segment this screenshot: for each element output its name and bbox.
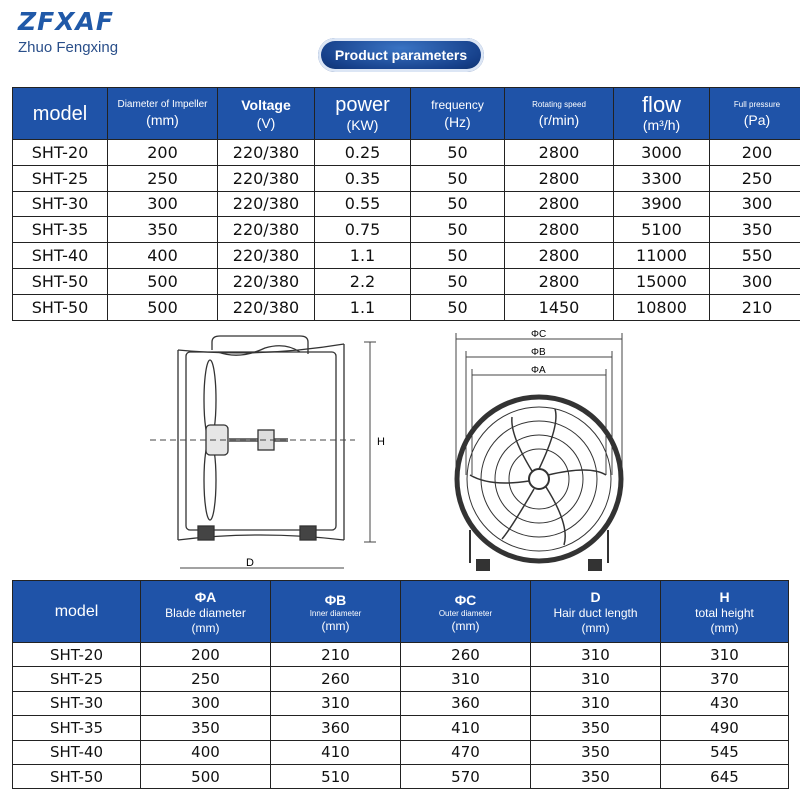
dimension-label-h: H	[377, 436, 385, 448]
table-cell: 200	[710, 140, 800, 166]
table-cell: 220/380	[218, 294, 315, 320]
header-voltage: Voltage (V)	[218, 88, 315, 140]
table-cell: 545	[661, 740, 789, 764]
fan-front-view-diagram	[440, 325, 640, 575]
table-cell: 1.1	[315, 294, 411, 320]
table-cell: 300	[141, 691, 271, 715]
table-cell: 0.35	[315, 165, 411, 191]
table-row	[13, 740, 789, 764]
table-cell: 645	[661, 764, 789, 788]
logo-mark: ZFXAF	[18, 7, 114, 36]
table-row	[13, 165, 800, 191]
table-cell: 1450	[505, 294, 614, 320]
table-cell: 430	[661, 691, 789, 715]
table-cell: 2800	[505, 165, 614, 191]
table-cell: 220/380	[218, 217, 315, 243]
table-cell: 310	[531, 691, 661, 715]
table-cell: 550	[710, 243, 800, 269]
table-cell: 210	[710, 294, 800, 320]
table-cell: 490	[661, 716, 789, 740]
table-cell: 5100	[614, 217, 710, 243]
brand-logo	[18, 8, 118, 56]
table-cell: 50	[411, 268, 505, 294]
table-row	[13, 691, 789, 715]
dimensions-table	[12, 580, 789, 789]
params-header-row	[13, 88, 800, 140]
table-cell: 210	[271, 643, 401, 667]
logo-subtitle: Zhuo Fengxing	[18, 39, 119, 56]
table-cell: SHT-50	[13, 764, 141, 788]
table-cell: 50	[411, 294, 505, 320]
header-frequency: frequency (Hz)	[411, 88, 505, 140]
table-cell: 0.75	[315, 217, 411, 243]
table-cell: SHT-25	[13, 667, 141, 691]
table-cell: SHT-30	[13, 691, 141, 715]
table-cell: 0.55	[315, 191, 411, 217]
table-cell: 300	[710, 268, 800, 294]
table-cell: 50	[411, 140, 505, 166]
header-impeller-diameter: Diameter of Impeller (mm)	[108, 88, 218, 140]
dims-header-outer-diameter: ΦC Outer diameter (mm)	[401, 581, 531, 643]
table-cell: 400	[108, 243, 218, 269]
table-cell: 360	[271, 716, 401, 740]
table-cell: 0.25	[315, 140, 411, 166]
table-cell: 310	[661, 643, 789, 667]
table-cell: 310	[401, 667, 531, 691]
dims-header-row	[13, 581, 789, 643]
table-cell: SHT-20	[13, 140, 108, 166]
table-cell: 3300	[614, 165, 710, 191]
dims-header-blade-diameter: ΦA Blade diameter (mm)	[141, 581, 271, 643]
table-cell: SHT-35	[13, 716, 141, 740]
table-cell: SHT-20	[13, 643, 141, 667]
table-row	[13, 217, 800, 243]
table-cell: 220/380	[218, 268, 315, 294]
dims-header-inner-diameter: ΦB Inner diameter (mm)	[271, 581, 401, 643]
table-cell: 10800	[614, 294, 710, 320]
table-cell: 2800	[505, 217, 614, 243]
table-cell: 220/380	[218, 165, 315, 191]
table-cell: 1.1	[315, 243, 411, 269]
table-cell: SHT-30	[13, 191, 108, 217]
table-cell: 350	[141, 716, 271, 740]
table-cell: 360	[401, 691, 531, 715]
table-cell: 410	[271, 740, 401, 764]
product-parameters-table	[12, 87, 800, 321]
dimension-label-d: D	[246, 557, 254, 569]
table-row	[13, 294, 800, 320]
table-cell: 50	[411, 165, 505, 191]
table-cell: 570	[401, 764, 531, 788]
table-cell: 3900	[614, 191, 710, 217]
table-cell: 260	[271, 667, 401, 691]
header-flow: flow (m³/h)	[614, 88, 710, 140]
table-cell: 50	[411, 217, 505, 243]
product-parameters-banner: Product parameters	[318, 38, 484, 72]
table-cell: 200	[108, 140, 218, 166]
table-cell: 220/380	[218, 191, 315, 217]
table-row	[13, 764, 789, 788]
table-cell: 300	[710, 191, 800, 217]
table-cell: 500	[141, 764, 271, 788]
table-cell: SHT-50	[13, 294, 108, 320]
table-row	[13, 643, 789, 667]
table-cell: 500	[108, 268, 218, 294]
table-cell: 2.2	[315, 268, 411, 294]
table-cell: SHT-25	[13, 165, 108, 191]
table-cell: 260	[401, 643, 531, 667]
table-row	[13, 243, 800, 269]
table-cell: SHT-40	[13, 243, 108, 269]
table-cell: 2800	[505, 191, 614, 217]
table-cell: 300	[108, 191, 218, 217]
table-cell: 370	[661, 667, 789, 691]
table-cell: 2800	[505, 268, 614, 294]
table-row	[13, 716, 789, 740]
table-cell: 15000	[614, 268, 710, 294]
table-cell: 350	[531, 764, 661, 788]
header-power: power (KW)	[315, 88, 411, 140]
dims-header-total-height: H total height (mm)	[661, 581, 789, 643]
dimension-label-phi-b: ΦB	[531, 347, 546, 358]
table-cell: 310	[271, 691, 401, 715]
table-cell: 200	[141, 643, 271, 667]
fan-side-view-diagram	[140, 330, 400, 575]
table-cell: SHT-40	[13, 740, 141, 764]
dims-header-model: model	[13, 581, 141, 643]
table-cell: 220/380	[218, 243, 315, 269]
dimension-label-phi-a: ΦA	[531, 365, 546, 376]
dimension-label-phi-c: ΦC	[531, 329, 547, 340]
table-cell: 3000	[614, 140, 710, 166]
table-cell: SHT-50	[13, 268, 108, 294]
header-full-pressure: Full pressure (Pa)	[710, 88, 800, 140]
table-cell: 250	[141, 667, 271, 691]
table-cell: 50	[411, 243, 505, 269]
table-cell: 310	[531, 643, 661, 667]
table-cell: 11000	[614, 243, 710, 269]
table-cell: 350	[531, 716, 661, 740]
table-cell: 400	[141, 740, 271, 764]
table-cell: 350	[710, 217, 800, 243]
table-cell: 50	[411, 191, 505, 217]
table-cell: 350	[108, 217, 218, 243]
table-row	[13, 140, 800, 166]
table-row	[13, 268, 800, 294]
table-row	[13, 667, 789, 691]
table-cell: 350	[531, 740, 661, 764]
table-row	[13, 191, 800, 217]
header-model: model	[13, 88, 108, 140]
table-cell: 2800	[505, 243, 614, 269]
table-cell: 310	[531, 667, 661, 691]
table-cell: 220/380	[218, 140, 315, 166]
table-cell: 500	[108, 294, 218, 320]
table-cell: 250	[710, 165, 800, 191]
dims-header-duct-length: D Hair duct length (mm)	[531, 581, 661, 643]
table-cell: 470	[401, 740, 531, 764]
table-cell: 410	[401, 716, 531, 740]
table-cell: 2800	[505, 140, 614, 166]
header-rotating-speed: Rotating speed (r/min)	[505, 88, 614, 140]
table-cell: 250	[108, 165, 218, 191]
table-cell: 510	[271, 764, 401, 788]
table-cell: SHT-35	[13, 217, 108, 243]
